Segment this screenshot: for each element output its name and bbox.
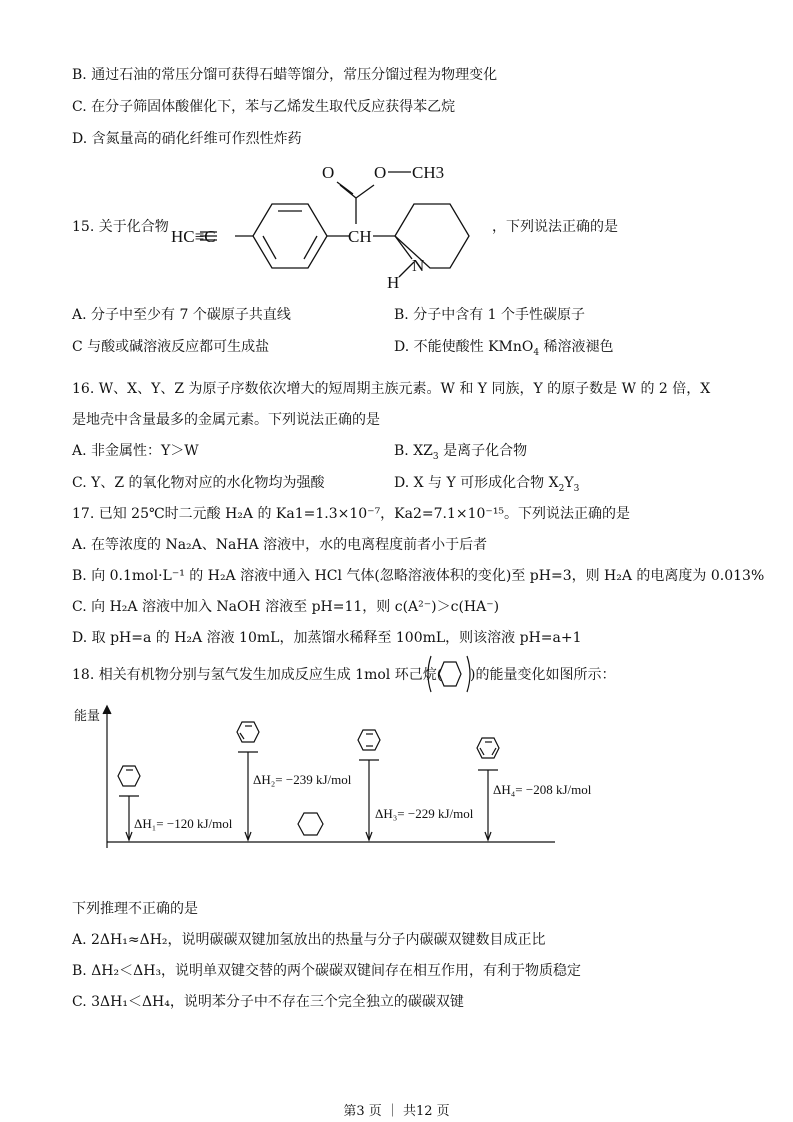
q15-option-b: B. 分子中含有 1 个手性碳原子 [394, 307, 585, 323]
q15-structure [165, 158, 495, 293]
q14-option-b: B. 通过石油的常压分馏可获得石蜡等馏分，常压分馏过程为物理变化 [72, 67, 498, 83]
delta-h4-label: ΔH₄= −208 kJ/mol [493, 782, 592, 797]
q15-option-d: D. 不能使酸性 KMnO$_4$ 稀溶液褪色 [394, 339, 614, 358]
q16-option-c: C. Y、Z 的氧化物对应的水化物均为强酸 [72, 475, 325, 491]
nh-hydrogen-label: H [387, 273, 400, 292]
delta-h3-label: ΔH₃= −229 kJ/mol [375, 806, 474, 821]
q16-stem-line1: 16. W、X、Y、Z 为原子序数依次增大的短周期主族元素。W 和 Y 同族，Y 的原子数是 W 的 2 倍，X [72, 381, 711, 397]
q17-option-d: D. 取 pH=a 的 H₂A 溶液 10mL，加蒸馏水稀释至 100mL，则该溶液 pH=a+1 [72, 630, 582, 646]
alkyne-label: HC≡C [171, 227, 216, 246]
q17-option-a: A. 在等浓度的 Na₂A、NaHA 溶液中，水的电离程度前者小于后者 [72, 537, 488, 553]
q18-stem-suffix: )的能量变化如图所示： [470, 667, 616, 683]
q15-option-a: A. 分子中至少有 7 个碳原子共直线 [72, 307, 291, 323]
q18-stem-prefix: 18. 相关有机物分别与氢气发生加成反应生成 1mol 环己烷( [72, 667, 443, 683]
ch-label: CH [348, 227, 372, 246]
q14-option-c: C. 在分子筛固体酸催化下，苯与乙烯发生取代反应获得苯乙烷 [72, 99, 456, 115]
methyl-label: CH3 [412, 163, 445, 182]
energy-diagram [70, 700, 592, 855]
page-footer: 第3 页 ｜ 共12 页 [343, 1104, 450, 1119]
q16-option-a: A. 非金属性：Y＞W [72, 443, 199, 459]
q14-option-d: D. 含氮量高的硝化纤维可作烈性炸药 [72, 131, 302, 147]
q15-stem-suffix: ，下列说法正确的是 [492, 219, 618, 235]
q15-option-c: C 与酸或碱溶液反应都可生成盐 [72, 339, 270, 355]
q18-question: 下列推理不正确的是 [72, 901, 198, 917]
q18-option-a: A. 2ΔH₁≈ΔH₂，说明碳碳双键加氢放出的热量与分子内碳碳双键数目成正比 [72, 932, 546, 948]
q18-option-c: C. 3ΔH₁＜ΔH₄，说明苯分子中不存在三个完全独立的碳碳双键 [72, 994, 464, 1010]
carbonyl-o: O [322, 163, 335, 182]
q16-option-d: D. X 与 Y 可形成化合物 $X_2Y_3$ [394, 475, 580, 494]
delta-h1-label: ΔH₁= −120 kJ/mol [134, 816, 233, 831]
q16-option-b: B. $XZ_3$ 是离子化合物 [394, 443, 528, 462]
q16-stem-line2: 是地壳中含量最多的金属元素。下列说法正确的是 [72, 412, 380, 428]
energy-axis-label: 能量 [74, 708, 101, 723]
q15-stem-prefix: 15. 关于化合物 [72, 219, 169, 235]
q17-option-c: C. 向 H₂A 溶液中加入 NaOH 溶液至 pH=11，则 c(A²⁻)＞c(HA⁻) [72, 599, 500, 615]
q17-stem: 17. 已知 25℃时二元酸 H₂A 的 Ka1=1.3×10⁻⁷，Ka2=7.1×10⁻¹⁵。下列说法正确的是 [72, 506, 631, 522]
cyclohexane-inline-icon [425, 654, 473, 694]
q18-option-b: B. ΔH₂＜ΔH₃，说明单双键交替的两个碳碳双键间存在相互作用，有利于物质稳定 [72, 963, 582, 979]
q17-option-b: B. 向 0.1mol·L⁻¹ 的 H₂A 溶液中通入 HCl 气体(忽略溶液体积的变化)至 pH=3，则 H₂A 的电离度为 0.013% [72, 568, 765, 584]
nitrogen-label: N [412, 256, 425, 275]
ester-o: O [374, 163, 387, 182]
delta-h2-label: ΔH₂= −239 kJ/mol [253, 772, 352, 787]
